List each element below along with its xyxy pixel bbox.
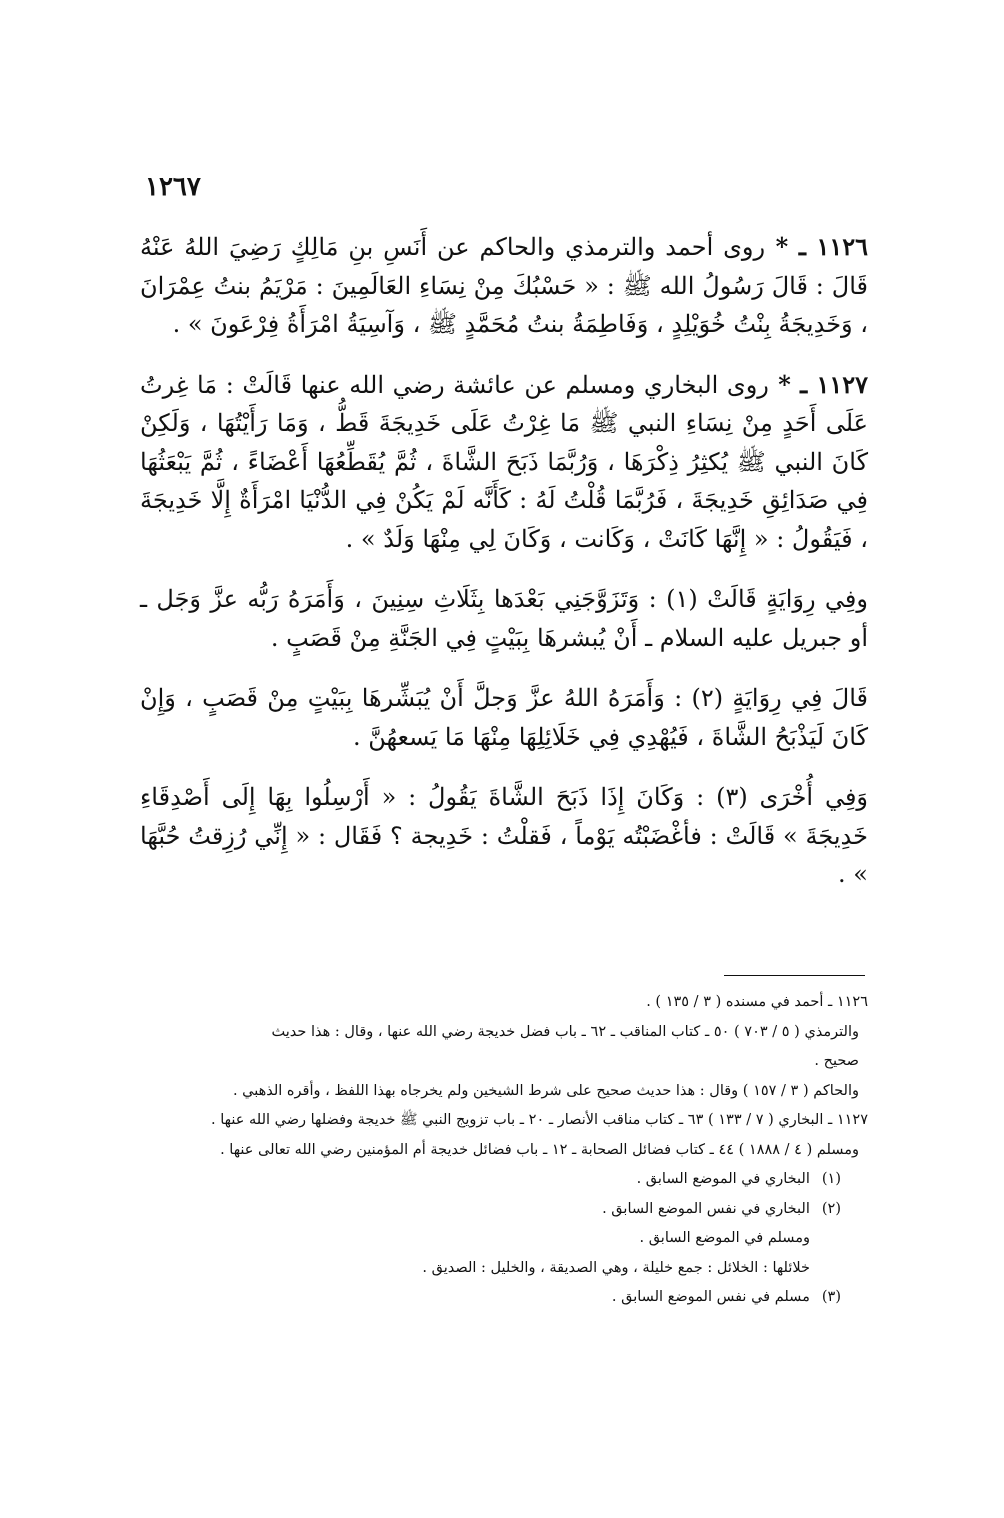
footnote-text: البخاري في نفس الموضع السابق . <box>602 1200 810 1217</box>
footnote-mark: (١) <box>821 1171 841 1187</box>
page-number: ١٢٦٧ <box>145 172 201 202</box>
footnote-item <box>140 1283 868 1313</box>
main-text <box>140 228 868 916</box>
narration-paragraph <box>140 778 868 894</box>
footnote-line: ١١٢٧ ـ البخاري ( ٧ / ١٣٣ ) ٦٣ ـ كتاب مناقب الأنصار ـ ٢٠ ـ باب تزويج النبي ﷺ خديجة وفضلها رضي الله عنها . <box>211 1112 868 1128</box>
footnotes <box>140 988 868 1313</box>
hadith-text: روى البخاري ومسلم عن عائشة رضي الله عنها قَالَتْ : مَا غِرتُ عَلَى أَحَدٍ مِنْ نِسَاءِ النبي ﷺ مَا غِرْتُ عَلَى خَدِيجَةَ قَطُّ ، وَمَا رَأَيْتُهَا ، وَلَكِنْ كَانَ النبي ﷺ يُكثِرُ ذِكْرَهَا ، وَرُبَّمَا ذَبَحَ الشَّاةَ ، ثُمَّ يُقَطِّعُهَا أَعْضَاءً ، ثُمَّ يَبْعَثُهَا فِي صَدَائِقِ خَدِيجَةَ ، فَرُبَّمَا قُلْتُ لَهُ : كَأَنَّه لَمْ يَكُنْ فِي الدُّنْيَا امْرَأَةٌ إِلَّا خَدِيجَةَ ، فَيَقُولُ : « إِنَّهَا كَانَتْ ، وَكَانت ، وَكَانَ لِي مِنْهَا وَلَدٌ » . <box>140 370 868 553</box>
footnote-text: مسلم في نفس الموضع السابق . <box>611 1289 810 1305</box>
narration-text: وفِي رِوَايَةٍ قَالَتْ (١) : وَتَزَوَّجَنِي بَعْدَها بِثَلَاثِ سِنِينَ ، وَأَمَرَهُ رَبُّه عزَّ وَجَل ـ أو جبريل عليه السلام ـ أَنْ يُبشرهَا بِبَيْتٍ فِي الجَنَّةِ مِنْ قَصَبٍ . <box>140 585 868 652</box>
hadith-number: ١١٢٦ ـ * <box>765 232 869 261</box>
hadith-paragraph <box>140 366 868 559</box>
footnote-separator <box>724 975 865 976</box>
footnote-line: والترمذي ( ٥ / ٧٠٣ ) ٥٠ ـ كتاب المناقب ـ ٦٢ ـ باب فضل خديجة رضي الله عنها ، وقال : هذا حديث <box>271 1023 859 1040</box>
footnote-mark: (٣) <box>821 1289 841 1305</box>
footnote-line: خلائلها : الخلائل : جمع خليلة ، وهي الصديقة ، والخليل : الصديق . <box>422 1259 810 1276</box>
footnote-item <box>140 1165 868 1195</box>
narration-text: وَفِي أُخْرَى (٣) : وَكَانَ إِذَا ذَبَحَ الشَّاةَ يَقُولُ : « أَرْسِلُوا بِهَا إِلَى أَصْدِقَاءِ خَدِيجَةَ » قَالَتْ : فأغْضَبْتُه يَوْماً ، فَقلْتُ : خَدِيجة ؟ فَقَال : « إِنِّي رُزِقتُ حُبَّهَا » . <box>140 783 869 888</box>
footnote-line: صحيح . <box>814 1053 859 1069</box>
hadith-paragraph <box>140 228 868 344</box>
narration-paragraph <box>140 580 868 657</box>
footnote-line: ١١٢٦ ـ أحمد في مسنده ( ٣ / ١٣٥ ) . <box>646 994 868 1010</box>
narration-text: قَالَ فِي رِوَايَةٍ (٢) : وَأَمَرَهُ اللهُ عزَّ وَجلَّ أَنْ يُبَشِّرهَا بِبَيْتٍ مِنْ قَصَبٍ ، وَإِنْ كَانَ لَيَذْبَحُ الشَّاةَ ، فَيُهْدِي فِي خَلَائِلِهَا مِنْهَا مَا يَسعهُنَّ . <box>140 684 869 751</box>
hadith-text: روى أحمد والترمذي والحاكم عن أَنَسِ بنِ مَالِكٍ رَضِيَ اللهُ عَنْهُ قَالَ : قَالَ رَسُولُ الله ﷺ : « حَسْبُكَ مِنْ نِسَاءِ العَالَمِينَ : مَرْيَمُ بنتُ عِمْرَانَ ، وَخَدِيجَةُ بِنْتُ خُوَيْلِدٍ ، وَفَاطِمَةُ بنتُ مُحَمَّدٍ ﷺ ، وَآسِيَةُ امْرَأَةُ فِرْعَونَ » . <box>140 233 868 338</box>
footnote-mark: (٢) <box>821 1200 841 1217</box>
footnote-line: ومسلم ( ٤ / ١٨٨٨ ) ٤٤ ـ كتاب فضائل الصحابة ـ ١٢ ـ باب فضائل خديجة أم المؤمنين رضي الله تعالى عنها . <box>220 1141 859 1158</box>
footnote-line: ومسلم في الموضع السابق . <box>639 1230 810 1246</box>
footnote-text: البخاري في الموضع السابق . <box>636 1171 810 1187</box>
footnote-line: والحاكم ( ٣ / ١٥٧ ) وقال : هذا حديث صحيح على شرط الشيخين ولم يخرجاه بهذا اللفظ ، وأقره الذهبي . <box>232 1082 859 1099</box>
narration-paragraph <box>140 679 868 756</box>
hadith-number: ١١٢٧ ـ * <box>768 369 869 399</box>
footnote-item <box>140 1195 868 1225</box>
